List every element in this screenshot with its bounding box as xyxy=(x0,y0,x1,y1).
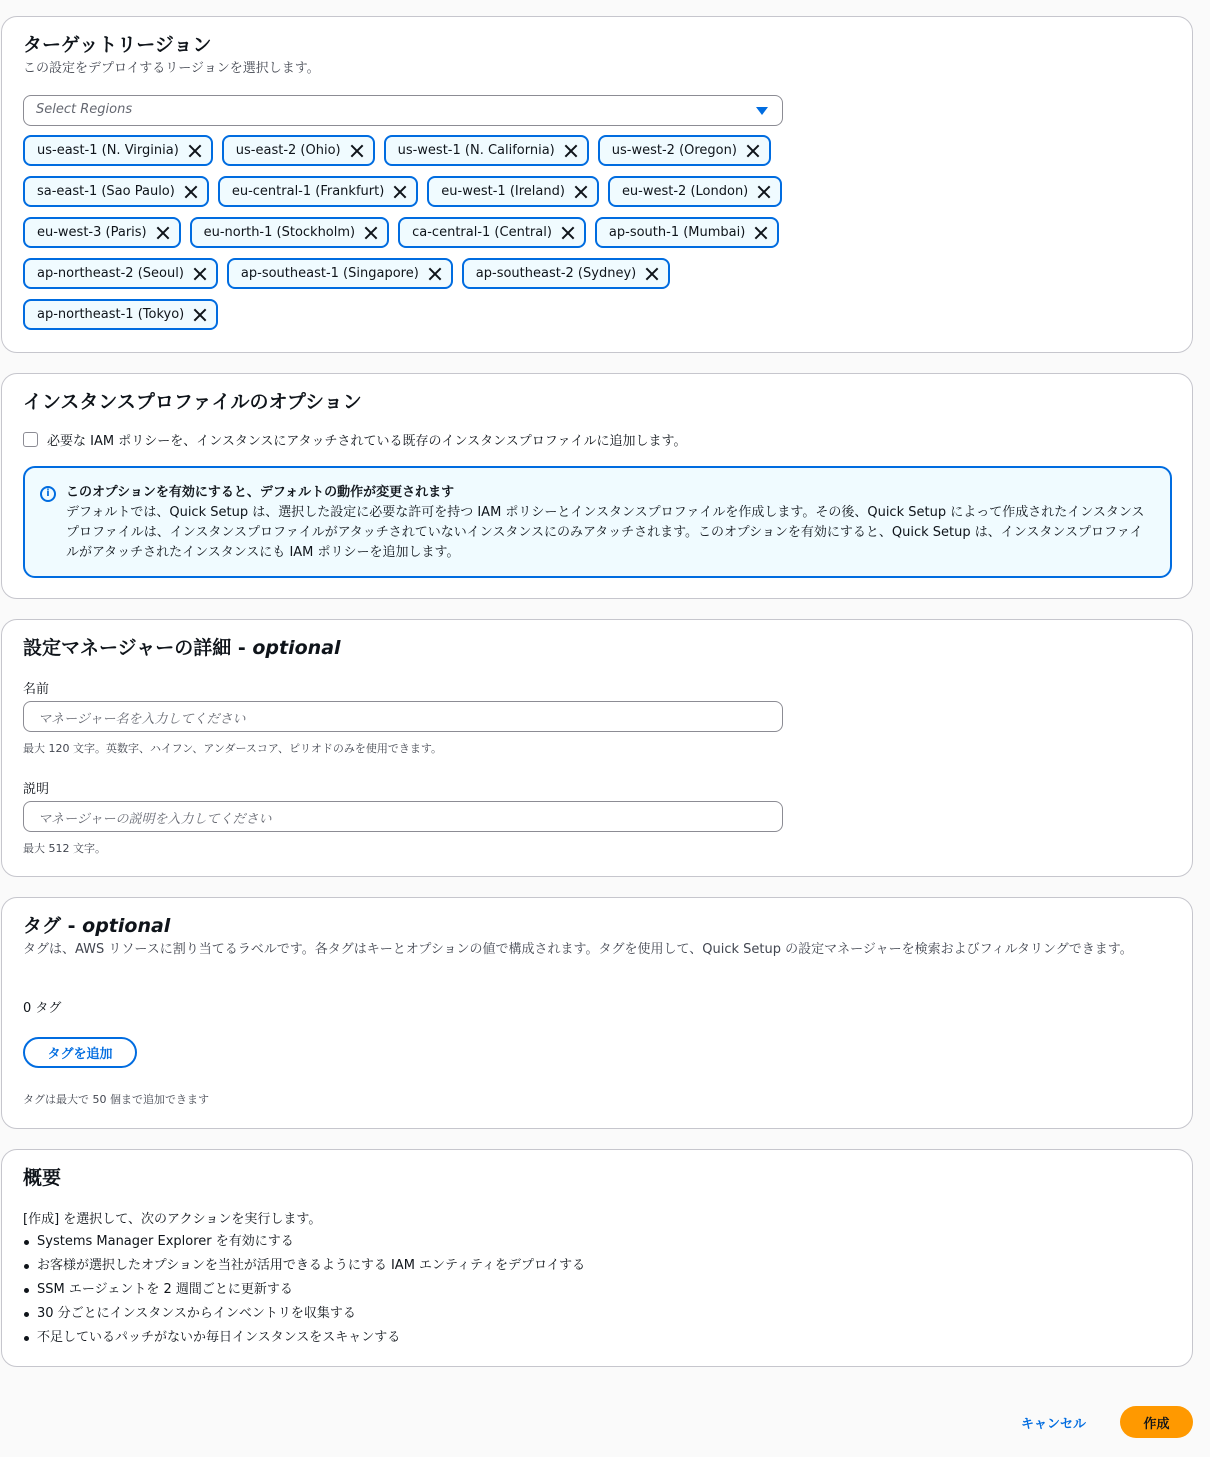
region-token-label: eu-north-1 (Stockholm) xyxy=(203,225,356,240)
remove-region-icon[interactable] xyxy=(363,225,379,241)
tags-title-text: タグ xyxy=(23,915,62,937)
region-token xyxy=(23,258,218,289)
region-token xyxy=(398,217,586,248)
remove-region-icon[interactable] xyxy=(427,266,443,282)
summary-item: 不足しているパッチがないか毎日インスタンスをスキャンする xyxy=(23,1326,585,1350)
region-token-label: eu-west-2 (London) xyxy=(621,184,749,199)
region-token-label: ap-south-1 (Mumbai) xyxy=(608,225,746,240)
region-token xyxy=(23,135,213,166)
name-hint: 最大 120 文字。英数字、ハイフン、アンダースコア、ピリオドのみを使用できます。 xyxy=(23,742,443,755)
remove-region-icon[interactable] xyxy=(392,184,408,200)
region-token xyxy=(218,176,418,207)
region-token-row xyxy=(23,299,823,330)
region-token-label: us-west-1 (N. California) xyxy=(397,143,555,158)
region-token-row xyxy=(23,217,823,248)
region-token-label: eu-central-1 (Frankfurt) xyxy=(231,184,385,199)
region-token-label: ap-northeast-1 (Tokyo) xyxy=(37,307,185,322)
manager-name-input[interactable] xyxy=(23,701,783,732)
region-token xyxy=(23,299,218,330)
add-tag-button[interactable]: タグを追加 xyxy=(23,1037,137,1068)
summary-item: お客様が選択したオプションを当社が活用できるようにする IAM エンティティをデプロイする xyxy=(23,1254,585,1278)
create-button[interactable]: 作成 xyxy=(1120,1406,1193,1438)
summary-item: Systems Manager Explorer を有効にする xyxy=(23,1230,585,1254)
target-regions-panel xyxy=(1,16,1193,353)
summary-list xyxy=(23,1230,585,1350)
region-token xyxy=(462,258,670,289)
remove-region-icon[interactable] xyxy=(192,307,208,323)
attach-policy-label: 必要な IAM ポリシーを、インスタンスにアタッチされている既存のインスタンスプロファイルに追加します。 xyxy=(47,434,687,449)
info-alert-body: デフォルトでは、Quick Setup は、選択した設定に必要な許可を持つ IAM ポリシーとインスタンスプロファイルを作成します。その後、Quick Setup によって作成されたインスタンスプロファイルは、インスタンスプロファイルがアタッチされていないインスタンスにのみアタッチされます。このオプションを有効にすると、Quick Setup は、インスタンスプロファイルがアタッチされたインスタンスにも IAM ポリシーを追加します。 xyxy=(66,505,1145,560)
target-regions-description: この設定をデプロイするリージョンを選択します。 xyxy=(23,61,320,76)
instance-profile-panel xyxy=(1,373,1193,599)
remove-region-icon[interactable] xyxy=(192,266,208,282)
region-token-label: sa-east-1 (Sao Paulo) xyxy=(37,184,175,199)
region-token xyxy=(23,176,209,207)
region-token xyxy=(23,217,181,248)
remove-region-icon[interactable] xyxy=(563,143,579,159)
remove-region-icon[interactable] xyxy=(349,143,365,159)
region-select[interactable] xyxy=(23,95,783,126)
region-token-label: ap-southeast-2 (Sydney) xyxy=(475,266,637,281)
region-token-label: us-east-1 (N. Virginia) xyxy=(37,143,179,158)
description-hint: 最大 512 文字。 xyxy=(23,842,106,855)
name-label: 名前 xyxy=(23,682,50,697)
region-token xyxy=(595,217,779,248)
tag-count: 0 タグ xyxy=(23,1001,62,1016)
info-alert-title: このオプションを有効にすると、デフォルトの動作が変更されます xyxy=(66,485,455,500)
manager-description-input[interactable] xyxy=(23,801,783,832)
instance-profile-title: インスタンスプロファイルのオプション xyxy=(23,391,362,413)
manager-details-panel xyxy=(1,619,1193,877)
remove-region-icon[interactable] xyxy=(155,225,171,241)
region-token xyxy=(608,176,782,207)
region-token xyxy=(190,217,390,248)
remove-region-icon[interactable] xyxy=(644,266,660,282)
caret-down-icon xyxy=(756,107,768,115)
info-alert xyxy=(23,466,1172,578)
region-token-label: us-east-2 (Ohio) xyxy=(235,143,341,158)
remove-region-icon[interactable] xyxy=(753,225,769,241)
tags-hint: タグは最大で 50 個まで追加できます xyxy=(23,1093,209,1106)
tags-description: タグは、AWS リソースに割り当てるラベルです。各タグはキーとオプションの値で構成されます。タグを使用して、Quick Setup の設定マネージャーを検索およびフィルタリングできます。 xyxy=(23,942,1133,957)
region-token-list xyxy=(23,135,823,340)
summary-intro: [作成] を選択して、次のアクションを実行します。 xyxy=(23,1212,322,1227)
region-token-row xyxy=(23,135,823,166)
tags-title: タグ - optional xyxy=(23,915,171,937)
optional-label: optional xyxy=(252,637,341,659)
description-label: 説明 xyxy=(23,782,50,797)
remove-region-icon[interactable] xyxy=(560,225,576,241)
region-select-placeholder: Select Regions xyxy=(36,102,133,117)
manager-details-title: 設定マネージャーの詳細 - optional xyxy=(23,637,341,659)
region-token-label: eu-west-1 (Ireland) xyxy=(441,184,565,199)
region-token-label: ap-northeast-2 (Seoul) xyxy=(37,266,184,281)
info-icon: i xyxy=(40,486,56,502)
region-token-label: ap-southeast-1 (Singapore) xyxy=(240,266,419,281)
target-regions-title: ターゲットリージョン xyxy=(23,34,212,56)
summary-item: SSM エージェントを 2 週間ごとに更新する xyxy=(23,1278,585,1302)
region-token xyxy=(227,258,453,289)
manager-description-placeholder: マネージャーの説明を入力してください xyxy=(38,812,272,827)
region-token xyxy=(427,176,599,207)
attach-policy-checkbox[interactable] xyxy=(23,432,38,447)
summary-panel xyxy=(1,1149,1193,1367)
region-token xyxy=(222,135,375,166)
region-token-label: ca-central-1 (Central) xyxy=(412,225,552,240)
region-token-row xyxy=(23,176,823,207)
region-token xyxy=(598,135,771,166)
region-token-label: us-west-2 (Oregon) xyxy=(611,143,737,158)
region-token-row xyxy=(23,258,823,289)
remove-region-icon[interactable] xyxy=(187,143,203,159)
tags-optional-label: optional xyxy=(82,915,171,937)
region-token-label: eu-west-3 (Paris) xyxy=(37,225,147,240)
summary-item: 30 分ごとにインスタンスからインベントリを収集する xyxy=(23,1302,585,1326)
summary-title: 概要 xyxy=(23,1167,62,1189)
remove-region-icon[interactable] xyxy=(745,143,761,159)
manager-details-title-text: 設定マネージャーの詳細 xyxy=(23,637,232,659)
remove-region-icon[interactable] xyxy=(573,184,589,200)
cancel-button[interactable]: キャンセル xyxy=(1021,1417,1087,1432)
tags-panel xyxy=(1,897,1193,1129)
region-token xyxy=(384,135,589,166)
manager-name-placeholder: マネージャー名を入力してください xyxy=(38,712,246,727)
remove-region-icon[interactable] xyxy=(183,184,199,200)
remove-region-icon[interactable] xyxy=(756,184,772,200)
attach-policy-checkbox-row[interactable] xyxy=(23,430,686,449)
